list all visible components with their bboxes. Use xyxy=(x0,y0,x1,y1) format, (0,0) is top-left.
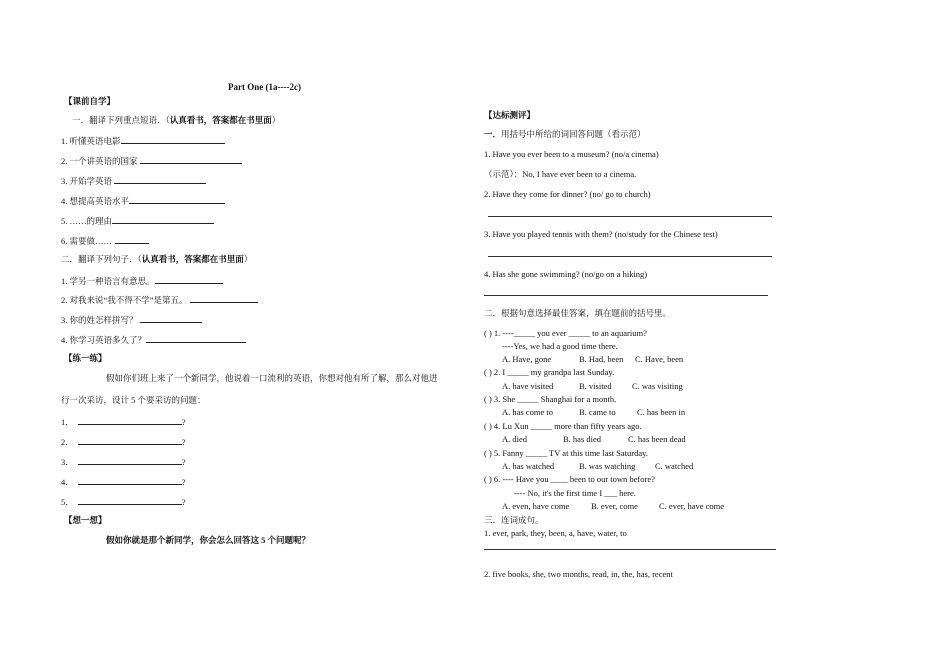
question-line: 4． ? xyxy=(61,477,186,487)
mc-question: ( ) 2. I _____ my grandpa last Sunday. xyxy=(484,367,615,377)
question-text: 2. five books, she, two months, read, in, the, has, recent xyxy=(484,569,673,579)
mc-dialog-line: ---- No, it's the first time I ___ here. xyxy=(514,488,636,498)
example-text: （示范）：No, I have ever been to a cinema. xyxy=(484,169,637,179)
mc-option: A. died xyxy=(502,434,528,444)
question-text: 3. Have you played tennis with them? (no/study for the Chinese test) xyxy=(484,229,718,239)
mc-question: ( ) 3. She _____ Shanghai for a month. xyxy=(484,394,617,404)
answer-blank[interactable] xyxy=(78,416,182,425)
answer-blank[interactable] xyxy=(129,195,225,204)
answer-blank[interactable] xyxy=(140,155,242,164)
mc-option: A. Have, gone xyxy=(502,354,552,364)
section-test-heading: 【达标测评】 xyxy=(484,110,536,120)
answer-blank[interactable] xyxy=(115,235,149,244)
answer-blank[interactable] xyxy=(78,436,182,445)
answer-blank[interactable] xyxy=(112,215,214,224)
practice-text: 假如你们班上来了一个新同学，他说着一口流利的英语，你想对他有所了解，那么对他进 xyxy=(106,373,438,383)
answer-blank[interactable] xyxy=(78,456,182,465)
question-text: 2. Have they come for dinner? (no/ go to church) xyxy=(484,189,651,199)
mc-option: B. was watching xyxy=(579,461,636,471)
mc-question: ( ) 5. Fanny _____ TV at this time last Saturday. xyxy=(484,448,648,458)
mc-option: C. ever, have come xyxy=(659,501,725,511)
section-preview-heading: 【课前自学】 xyxy=(64,96,116,106)
mc-option: C. was visiting xyxy=(632,381,683,391)
part3-instruction: 三．连词成句。 xyxy=(484,515,544,525)
mc-option: C. has been in xyxy=(637,407,686,417)
question-text: 1. Have you ever been to a museum? (no/a cinema) xyxy=(484,149,659,159)
section-think-heading: 【想一想】 xyxy=(64,515,107,525)
answer-blank[interactable] xyxy=(114,175,206,184)
question-line: 3． ? xyxy=(61,457,186,467)
answer-line[interactable] xyxy=(488,216,772,217)
sentence-item: 4. 你学习英语多久了？ xyxy=(61,334,246,345)
mc-option: A. has come to xyxy=(502,407,553,417)
practice-text: 行一次采访，设计 5 个要采访的问题： xyxy=(61,395,206,405)
answer-blank[interactable] xyxy=(146,334,246,343)
question-line: 5． ? xyxy=(61,497,186,507)
mc-option: B. came to xyxy=(579,407,616,417)
mc-question: ( ) 4. Lu Xun _____ more than fifty years ago. xyxy=(484,421,642,431)
answer-line[interactable] xyxy=(484,295,768,296)
mc-option: A. even, have come xyxy=(502,501,570,511)
think-text: 假如你就是那个新同学，你会怎么回答这 5 个问题呢？ xyxy=(106,535,311,545)
mc-option: B. ever, come xyxy=(591,501,638,511)
mc-option: A. have visited xyxy=(502,381,554,391)
mc-option: B. visited xyxy=(579,381,612,391)
sentence-item: 1. 学另一种语言有意思。 xyxy=(61,275,223,286)
answer-blank[interactable] xyxy=(121,135,225,144)
phrase-item: 4. 想提高英语水平 xyxy=(61,195,225,206)
question-line: 1． ? xyxy=(61,417,186,427)
mc-option: C. has been dead xyxy=(628,434,686,444)
mc-option: C. watched xyxy=(655,461,694,471)
phrase-item: 3. 开始学英语 xyxy=(61,175,206,186)
mc-option: B. has died xyxy=(563,434,602,444)
answer-blank[interactable] xyxy=(78,496,182,505)
mc-option: C. Have, been xyxy=(635,354,684,364)
sentence-item: 2. 对我来说“我不得不学”是第五。 xyxy=(61,294,258,305)
part2-instruction: 二．根据句意选择最佳答案，填在题前的括号里。 xyxy=(484,308,672,318)
mc-option: A. has watched xyxy=(502,461,555,471)
phrase-item: 6. 需要做…… xyxy=(61,235,149,246)
section-practice-heading: 【练一练】 xyxy=(64,353,107,363)
answer-line[interactable] xyxy=(484,549,776,550)
phrase-item: 2. 一个讲英语的国家 xyxy=(61,155,242,166)
answer-blank[interactable] xyxy=(78,476,182,485)
question-text: 4. Has she gone swimming? (no/go on a hiking) xyxy=(484,269,648,279)
phrase-item: 5. ……的理由 xyxy=(61,215,214,226)
answer-blank[interactable] xyxy=(155,275,223,284)
page-title: Part One (1a----2c) xyxy=(228,82,301,92)
sentence-item: 3. 你的姓怎样拼写？ xyxy=(61,314,202,325)
mc-option: B. Had, been xyxy=(579,354,624,364)
answer-blank[interactable] xyxy=(190,294,258,303)
phrase-item: 1. 听懂英语电影 xyxy=(61,135,225,146)
question-text: 1. ever, park, they, been, a, have, water, to xyxy=(484,528,627,538)
part1-instruction: 一．用括号中所给的词回答问题（看示范） xyxy=(484,129,646,139)
task2-instruction: 二．翻译下列句子．（认真看书，答案都在书里面） xyxy=(61,254,253,264)
mc-dialog-line: ----Yes, we had a good time there. xyxy=(502,341,618,351)
mc-question: ( ) 6. ---- Have you ____ been to our town before? xyxy=(484,474,655,484)
mc-question: ( ) 1. ----_____ you ever _____ to an aquarium? xyxy=(484,328,647,338)
task1-instruction: 一．翻译下列重点短语．（认真看书，答案都在书里面） xyxy=(72,115,281,125)
question-line: 2． ? xyxy=(61,437,186,447)
answer-line[interactable] xyxy=(488,256,772,257)
answer-blank[interactable] xyxy=(140,314,202,323)
